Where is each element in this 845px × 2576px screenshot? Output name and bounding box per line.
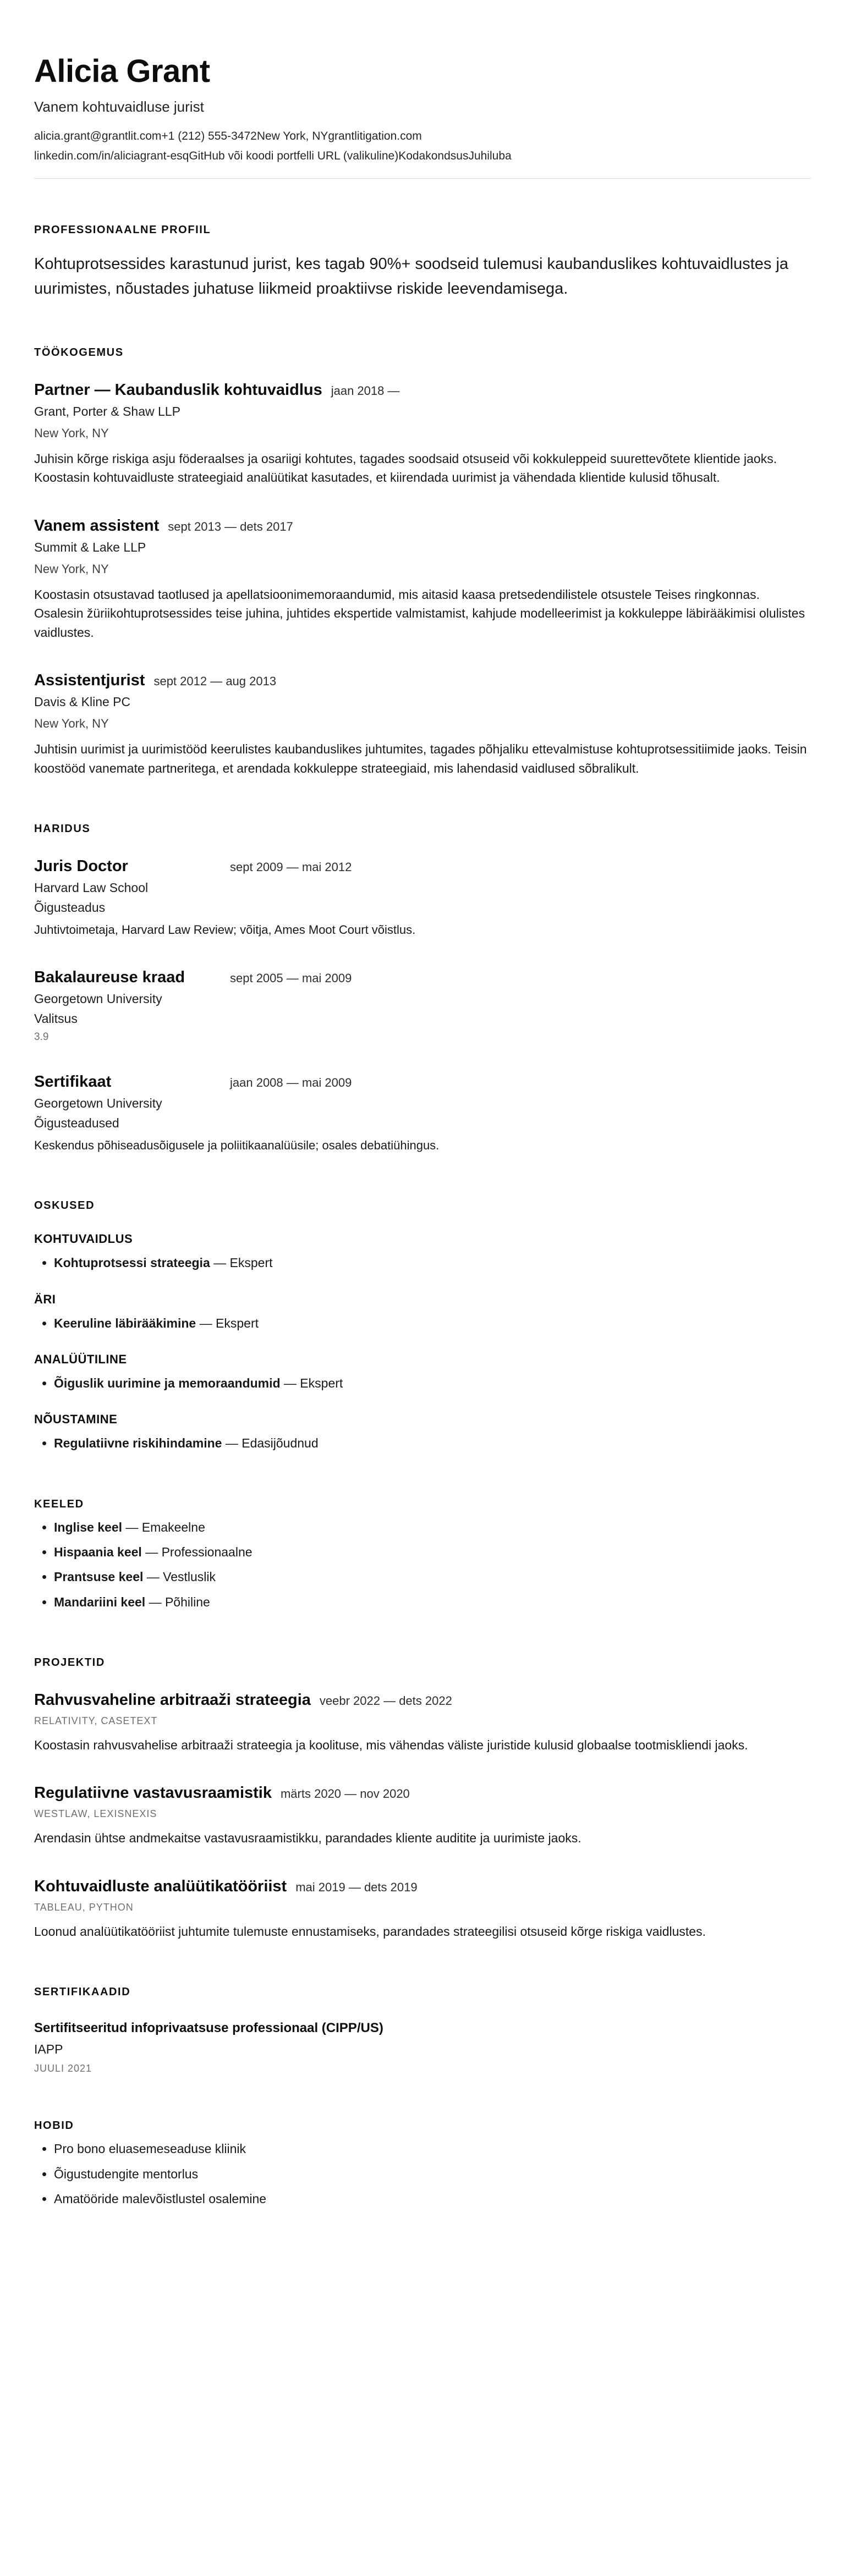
hobby-item: • Õigustudengite mentorlus [54, 2165, 811, 2183]
job-title-row [34, 517, 811, 535]
contact-license-placeholder: Juhiluba [468, 150, 512, 162]
languages-heading: KEELED [34, 1498, 84, 1510]
job-company: Summit & Lake LLP [34, 540, 146, 554]
school-name: Georgetown University [34, 992, 162, 1006]
education-entry [34, 857, 811, 939]
section-languages [34, 1498, 811, 1611]
job-company: Davis & Kline PC [34, 695, 131, 709]
candidate-name: Alicia Grant [34, 53, 210, 89]
education-note: Juhtivtoimetaja, Harvard Law Review; võitja, Ames Moot Court võistlus. [34, 923, 416, 937]
skill-name: Õiguslik uurimine ja memoraandumid [54, 1375, 281, 1390]
candidate-title: Vanem kohtuvaidluse jurist [34, 98, 204, 115]
job-description: Juhisin kõrge riskiga asju föderaalses ja osariigi kohtutes, tagades soodsaid otsuseid või kokkuleppeid suurettevõtete klientide jaoks. Koostasin kohtuvaidluste strateegiaid analüütikat kasutades, et kiirendada uurimist ja vähendada klientide kulusid tõhusalt. [34, 451, 777, 485]
section-skills [34, 1199, 811, 1452]
education-dates: sept 2009 — mai 2012 [230, 860, 352, 874]
profile-heading: PROFESSIONAALNE PROFIIL [34, 224, 211, 236]
contact-citizenship-placeholder: Kodakondsus [398, 150, 469, 162]
contact-phone: +1 (212) 555-3472 [161, 130, 257, 142]
section-projects [34, 1656, 811, 1941]
job-location: New York, NY [34, 426, 109, 440]
certification-date: JUULI 2021 [34, 2063, 92, 2074]
skill-level: — Ekspert [283, 1375, 343, 1390]
project-title-row [34, 1878, 811, 1896]
field-of-study: Õigusteadused [34, 1116, 119, 1131]
education-title-row [34, 1073, 811, 1091]
skill-group [34, 1412, 811, 1452]
job-location: New York, NY [34, 717, 109, 731]
certification-name: Sertifitseeritud infoprivaatsuse professionaal (CIPP/US) [34, 2021, 383, 2036]
resume-header [34, 53, 811, 179]
job-title: Assistentjurist [34, 671, 145, 690]
contact-row-2 [34, 150, 811, 163]
skill-name: Kohtuprotsessi strateegia [54, 1256, 210, 1270]
skill-level: — Ekspert [199, 1315, 259, 1330]
degree-name: Juris Doctor [34, 857, 128, 876]
job-dates: sept 2012 — aug 2013 [153, 674, 277, 689]
language-item [54, 1568, 811, 1586]
section-profile [34, 224, 811, 301]
contact-website: grantlitigation.com [328, 130, 422, 142]
section-certifications [34, 1986, 811, 2074]
education-gpa: 3.9 [34, 1031, 49, 1043]
project-entry [34, 1784, 811, 1848]
job-description: Juhtisin uurimist ja uurimistööd keerulistes kaubanduslikes juhtumites, tagades põhjaliku ettevalmistuse kohtuprotsessitiimide jaoks. Teisin koostööd vanemate partneritega, et arendada kokkuleppe strateegiaid, mis lahendasid vaidlused sõbralikult. [34, 742, 807, 775]
job-title: Vanem assistent [34, 516, 160, 535]
contact-location: New York, NY [256, 130, 328, 142]
project-title: Rahvusvaheline arbitraaži strateegia [34, 1691, 311, 1709]
job-description: Koostasin otsustavad taotlused ja apellatsioonimemoraandumid, mis aitasid kaasa pretsedendilistele otsustele Teises ringkonnas. Osalesin žüriikohtuprotsessides teise juhina, juhtides ekspertide valmistamist, kahjude modelleerimist ja kokkuleppe läbirääkimisi olulistes vaidlustes. [34, 587, 805, 640]
section-education [34, 823, 811, 1154]
certifications-heading: SERTIFIKAADID [34, 1986, 131, 1999]
skill-level: — Edasijõudnud [225, 1436, 319, 1451]
hobby-item: • Amatööride malevõistlustel osalemine [54, 2190, 811, 2208]
contact-github-placeholder: GitHub või koodi portfelli URL (valikuline) [189, 150, 399, 162]
degree-name: Bakalaureuse kraad [34, 968, 185, 987]
project-title: Regulatiivne vastavusraamistik [34, 1784, 272, 1802]
skill-group [34, 1292, 811, 1333]
project-dates: mai 2019 — dets 2019 [295, 1880, 418, 1894]
skills-heading: OSKUSED [34, 1199, 95, 1212]
language-item [54, 1518, 811, 1537]
education-dates: sept 2005 — mai 2009 [230, 971, 352, 986]
project-tools: WESTLAW, LEXISNEXIS [34, 1808, 157, 1820]
section-experience [34, 346, 811, 778]
language-name: Hispaania keel [54, 1544, 142, 1559]
projects-heading: PROJEKTID [34, 1656, 105, 1669]
education-dates: jaan 2008 — mai 2009 [230, 1076, 352, 1090]
job-dates: jaan 2018 — [331, 383, 400, 398]
education-heading: HARIDUS [34, 823, 91, 835]
degree-name: Sertifikaat [34, 1073, 112, 1091]
project-entry [34, 1691, 811, 1755]
experience-entry [34, 517, 811, 642]
language-level: — Professionaalne [145, 1544, 253, 1559]
school-name: Harvard Law School [34, 880, 149, 895]
language-name: Inglise keel [54, 1520, 123, 1534]
field-of-study: Valitsus [34, 1011, 78, 1026]
experience-entry [34, 381, 811, 487]
experience-heading: TÖÖKOGEMUS [34, 346, 124, 359]
project-description: Arendasin ühtse andmekaitse vastavusraamistikku, parandades kliente auditite ja uurimiste jaoks. [34, 1831, 581, 1846]
project-tools: RELATIVITY, CASETEXT [34, 1715, 158, 1726]
certification-entry [34, 2021, 811, 2074]
education-entry [34, 1073, 811, 1154]
certification-issuer: IAPP [34, 2042, 63, 2057]
job-dates: sept 2013 — dets 2017 [168, 519, 293, 533]
contact-linkedin: linkedin.com/in/aliciagrant-esq [34, 150, 189, 162]
education-title-row [34, 968, 811, 987]
skill-category: ANALÜÜTILINE [34, 1352, 127, 1366]
project-tools: TABLEAU, PYTHON [34, 1901, 134, 1913]
project-title-row [34, 1691, 811, 1709]
job-title-row [34, 671, 811, 690]
skill-category: KOHTUVAIDLUS [34, 1232, 133, 1246]
education-title-row [34, 857, 811, 876]
language-level: — Põhiline [149, 1594, 210, 1609]
skill-item [54, 1254, 811, 1272]
language-item [54, 1543, 811, 1561]
language-item [54, 1593, 811, 1611]
hobby-item: • Pro bono eluasemeseaduse kliinik [54, 2140, 811, 2158]
skill-name: Keeruline läbirääkimine [54, 1315, 196, 1330]
language-level: — Emakeelne [125, 1520, 205, 1534]
contact-row-1 [34, 130, 811, 143]
job-location: New York, NY [34, 562, 109, 576]
skill-category: NÕUSTAMINE [34, 1412, 118, 1427]
skill-name: Regulatiivne riskihindamine [54, 1436, 222, 1451]
project-title-row [34, 1784, 811, 1802]
experience-entry [34, 671, 811, 778]
skill-group [34, 1232, 811, 1272]
hobbies-heading: HOBID [34, 2120, 74, 2132]
field-of-study: Õigusteadus [34, 900, 106, 915]
section-hobbies [34, 2120, 811, 2208]
project-description: Koostasin rahvusvahelise arbitraaži strateegia ja koolituse, mis vähendas väliste juristide kulusid globaalse tootmiskliendi jaoks. [34, 1737, 748, 1752]
skill-level: — Ekspert [213, 1256, 273, 1270]
skill-item [54, 1374, 811, 1392]
job-title-row [34, 381, 811, 399]
school-name: Georgetown University [34, 1096, 162, 1111]
education-entry [34, 968, 811, 1043]
project-description: Loonud analüütikatööriist juhtumite tulemuste ennustamiseks, parandades strateegilisi otsuseid kõrge riskiga vaidlustes. [34, 1924, 706, 1939]
job-company: Grant, Porter & Shaw LLP [34, 404, 180, 419]
language-level: — Vestluslik [146, 1570, 216, 1584]
language-name: Mandariini keel [54, 1594, 146, 1609]
job-title: Partner — Kaubanduslik kohtuvaidlus [34, 381, 322, 399]
education-note: Keskendus põhiseadusõigusele ja poliitikaanalüüsile; osales debatiühingus. [34, 1138, 440, 1153]
skill-item [54, 1434, 811, 1452]
skill-category: ÄRI [34, 1292, 56, 1306]
skill-group [34, 1352, 811, 1392]
profile-summary: Kohtuprotsessides karastunud jurist, kes tagab 90%+ soodseid tulemusi kaubanduslikes kohtuvaidlustes ja uurimistes, nõustades juhatuse liikmeid proaktiivse riskide leevendamisega. [34, 255, 789, 298]
contact-email: alicia.grant@grantlit.com [34, 130, 162, 142]
project-dates: veebr 2022 — dets 2022 [319, 1693, 452, 1708]
project-dates: märts 2020 — nov 2020 [280, 1787, 410, 1801]
skill-item [54, 1314, 811, 1333]
project-entry [34, 1878, 811, 1941]
header-divider [34, 178, 811, 179]
language-name: Prantsuse keel [54, 1570, 144, 1584]
project-title: Kohtuvaidluste analüütikatööriist [34, 1877, 287, 1895]
